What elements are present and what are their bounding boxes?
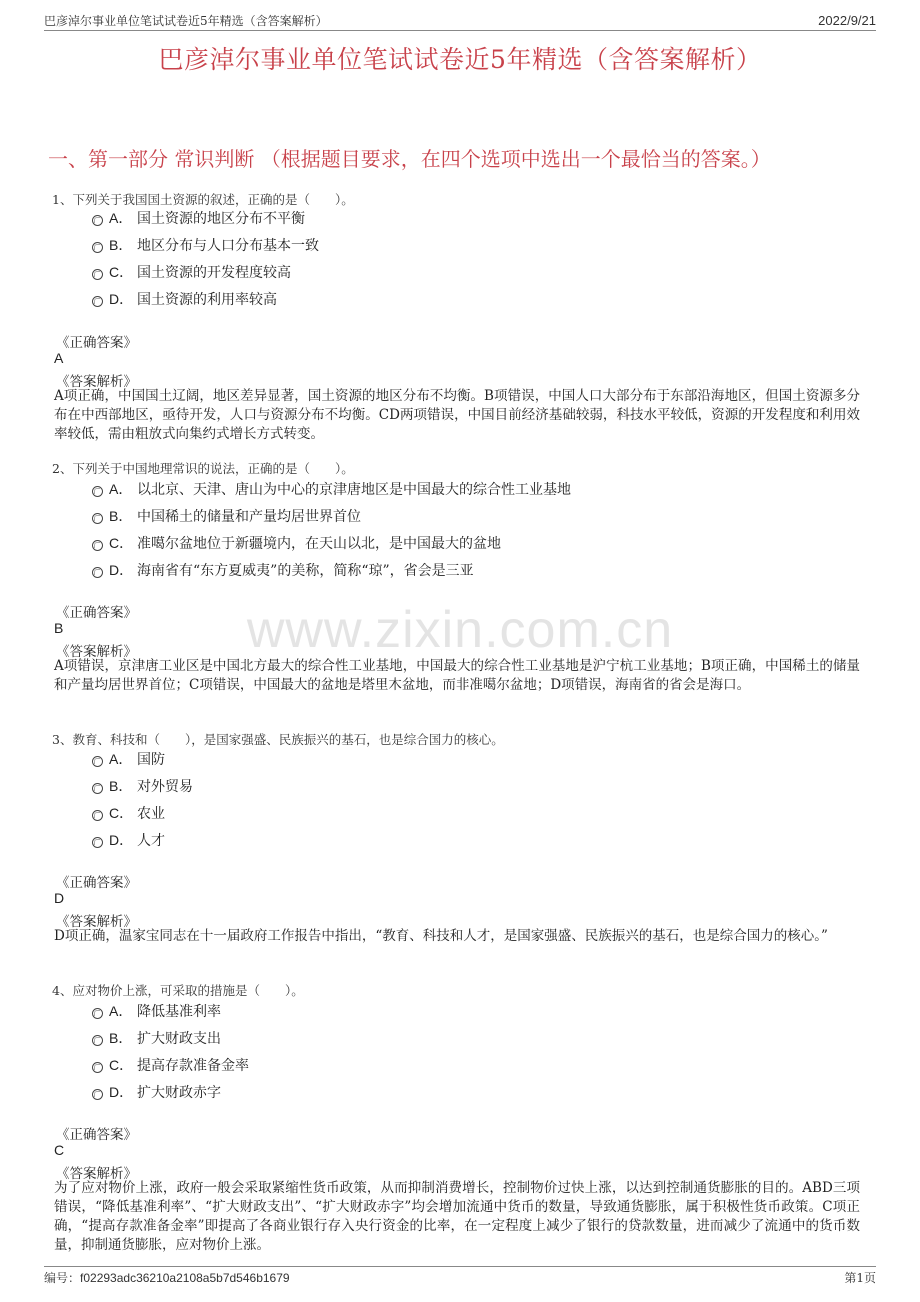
option-letter: C． xyxy=(109,535,134,551)
option-text: 人才 xyxy=(137,833,165,849)
option-text: 国土资源的利用率较高 xyxy=(137,292,277,308)
option-text: 地区分布与人口分布基本一致 xyxy=(137,238,319,254)
section-title: 一、第一部分 常识判断 （根据题目要求，在四个选项中选出一个最恰当的答案。） xyxy=(48,147,771,171)
option-letter: A． xyxy=(109,481,133,497)
analysis-text: 为了应对物价上涨，政府一般会采取紧缩性货币政策，从而抑制消费增长，控制物价过快上涨，以达到控制通货膨胀的目的。ABD三项错误，“降低基准利率”、“扩大财政支出”、“扩大财政赤字”均会增加流通中货币的数量，导致通货膨胀，属于积极性货币政策。C项正确，“提高存款准备金率”即提高了各商业银行存入央行资金的比率，在一定程度上减少了银行的贷款数量，进而减少了流通中的货币数量，抑制通货膨胀，应对物价上涨。 xyxy=(54,1180,860,1253)
option-text: 对外贸易 xyxy=(137,779,193,795)
question-stem: 1、下列关于我国国土资源的叙述，正确的是（ ）。 xyxy=(52,192,354,207)
correct-answer: B xyxy=(54,620,64,636)
correct-answer: D xyxy=(54,890,65,906)
option[interactable] xyxy=(92,803,165,823)
analysis-label: 《答案解析》 xyxy=(56,1166,137,1182)
radio-icon[interactable] xyxy=(92,513,103,524)
analysis-text: D项正确，温家宝同志在十一届政府工作报告中指出，“教育、科技和人才，是国家强盛、民族振兴的基石，也是综合国力的核心。” xyxy=(54,928,828,944)
option[interactable] xyxy=(92,533,501,553)
option-letter: A． xyxy=(109,1003,133,1019)
option[interactable] xyxy=(92,506,361,526)
option-text: 降低基准利率 xyxy=(137,1004,221,1020)
option-letter: C． xyxy=(109,805,134,821)
watermark: www.zixin.com.cn xyxy=(246,601,674,659)
option-text: 扩大财政支出 xyxy=(137,1031,221,1047)
option[interactable] xyxy=(92,1055,249,1075)
radio-icon[interactable] xyxy=(92,567,103,578)
radio-icon[interactable] xyxy=(92,1008,103,1019)
correct-answer-label: 《正确答案》 xyxy=(56,335,137,351)
option-text: 农业 xyxy=(137,806,165,822)
option-letter: D． xyxy=(109,832,134,848)
radio-icon[interactable] xyxy=(92,1035,103,1046)
correct-answer-label: 《正确答案》 xyxy=(56,605,137,621)
radio-icon[interactable] xyxy=(92,540,103,551)
option-text: 扩大财政赤字 xyxy=(137,1085,221,1101)
document-id-value: f02293adc36210a2108a5b7d546b1679 xyxy=(80,1271,290,1285)
analysis-label: 《答案解析》 xyxy=(56,644,137,660)
option[interactable] xyxy=(92,1001,221,1021)
option[interactable] xyxy=(92,1082,221,1102)
option-letter: C． xyxy=(109,264,134,280)
header-doc-title: 巴彦淖尔事业单位笔试试卷近5年精选（含答案解析） xyxy=(44,14,328,28)
radio-icon[interactable] xyxy=(92,1089,103,1100)
radio-icon[interactable] xyxy=(92,756,103,767)
radio-icon[interactable] xyxy=(92,837,103,848)
analysis-text: A项正确，中国国土辽阔，地区差异显著，国土资源的地区分布不均衡。B项错误，中国人口大部分布于东部沿海地区，但国土资源多分布在中西部地区，亟待开发，人口与资源分布不均衡。CD两项错误，中国目前经济基础较弱，科技水平较低，资源的开发程度和利用效率较低，需由粗放式向集约式增长方式转变。 xyxy=(54,388,860,442)
radio-icon[interactable] xyxy=(92,296,103,307)
option[interactable] xyxy=(92,235,319,255)
correct-answer: C xyxy=(54,1142,65,1158)
option-letter: A． xyxy=(109,751,133,767)
option-text: 国土资源的开发程度较高 xyxy=(137,265,291,281)
option-text: 中国稀土的储量和产量均居世界首位 xyxy=(137,509,361,525)
analysis-text: A项错误，京津唐工业区是中国北方最大的综合性工业基地，中国最大的综合性工业基地是沪宁杭工业基地；B项正确，中国稀土的储量和产量均居世界首位；C项错误，中国最大的盆地是塔里木盆地，而非准噶尔盆地；D项错误，海南省的省会是海口。 xyxy=(54,658,860,693)
option[interactable] xyxy=(92,289,277,309)
correct-answer-label: 《正确答案》 xyxy=(56,1127,137,1143)
radio-icon[interactable] xyxy=(92,242,103,253)
option-letter: D． xyxy=(109,1084,134,1100)
page-number: 第1页 xyxy=(844,1271,876,1285)
option[interactable] xyxy=(92,262,291,282)
page-header xyxy=(44,12,876,31)
option-letter: A． xyxy=(109,210,133,226)
option-letter: B． xyxy=(109,778,133,794)
analysis-label: 《答案解析》 xyxy=(56,374,137,390)
radio-icon[interactable] xyxy=(92,1062,103,1073)
radio-icon[interactable] xyxy=(92,269,103,280)
option-letter: D． xyxy=(109,291,134,307)
option-letter: D． xyxy=(109,562,134,578)
radio-icon[interactable] xyxy=(92,486,103,497)
option-letter: B． xyxy=(109,508,133,524)
document-id xyxy=(44,1267,290,1289)
option-text: 准噶尔盆地位于新疆境内，在天山以北，是中国最大的盆地 xyxy=(137,536,501,552)
correct-answer: A xyxy=(54,350,64,366)
radio-icon[interactable] xyxy=(92,215,103,226)
option-text: 海南省有“东方夏威夷”的美称，简称“琼”，省会是三亚 xyxy=(137,563,474,579)
header-date: 2022/9/21 xyxy=(818,13,876,28)
option[interactable] xyxy=(92,749,165,769)
option-letter: B． xyxy=(109,1030,133,1046)
option-text: 提高存款准备金率 xyxy=(137,1058,249,1074)
option[interactable] xyxy=(92,208,305,228)
question-stem: 4、应对物价上涨，可采取的措施是（ ）。 xyxy=(52,983,304,998)
document-id-label: 编号： xyxy=(44,1271,81,1285)
correct-answer-label: 《正确答案》 xyxy=(56,875,137,891)
option-letter: B． xyxy=(109,237,133,253)
radio-icon[interactable] xyxy=(92,810,103,821)
question-stem: 3、教育、科技和（ ），是国家强盛、民族振兴的基石，也是综合国力的核心。 xyxy=(52,732,504,747)
page-footer xyxy=(44,1266,876,1289)
option-text: 以北京、天津、唐山为中心的京津唐地区是中国最大的综合性工业基地 xyxy=(137,482,571,498)
analysis-label: 《答案解析》 xyxy=(56,914,137,930)
document-title: 巴彦淖尔事业单位笔试试卷近5年精选（含答案解析） xyxy=(158,45,762,74)
option-text: 国土资源的地区分布不平衡 xyxy=(137,211,305,227)
option[interactable] xyxy=(92,776,193,796)
radio-icon[interactable] xyxy=(92,783,103,794)
option-text: 国防 xyxy=(137,752,165,768)
option[interactable] xyxy=(92,1028,221,1048)
option[interactable] xyxy=(92,830,165,850)
option-letter: C． xyxy=(109,1057,134,1073)
option[interactable] xyxy=(92,560,474,580)
option[interactable] xyxy=(92,479,571,499)
question-stem: 2、下列关于中国地理常识的说法，正确的是（ ）。 xyxy=(52,461,354,476)
